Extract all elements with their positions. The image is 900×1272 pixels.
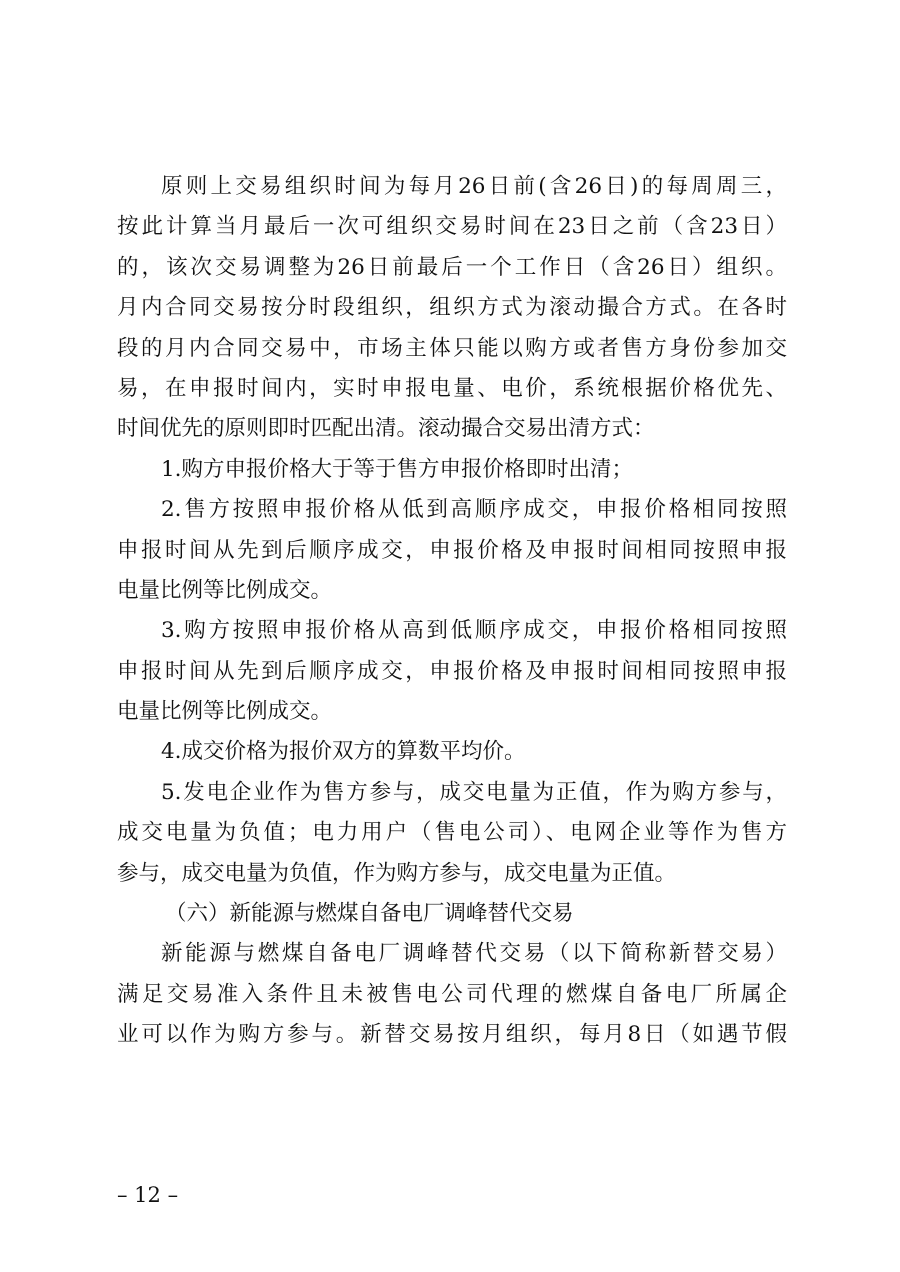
paragraph-line: 按此计算当月最后一次可组织交易时间在23日之前（含23日）: [117, 214, 787, 240]
paragraph-line: 电量比例等比例成交。: [117, 577, 333, 603]
page-number: – 12 –: [117, 1183, 179, 1207]
paragraph-line: 易，在申报时间内，实时申报电量、电价，系统根据价格优先、: [117, 375, 787, 401]
list-item-4: 4.成交价格为报价双方的算数平均价。: [161, 739, 526, 765]
paragraph-line: 参与，成交电量为负值，作为购方参与，成交电量为正值。: [117, 860, 677, 886]
paragraph-line: 段的月内合同交易中，市场主体只能以购方或者售方身份参加交: [117, 335, 787, 361]
list-item-5: 5.发电企业作为售方参与，成交电量为正值，作为购方参与，: [161, 779, 787, 805]
paragraph-line: 申报时间从先到后顺序成交，申报价格及申报时间相同按照申报: [117, 537, 787, 563]
paragraph-line: 业可以作为购方参与。新替交易按月组织，每月8日（如遇节假: [117, 1022, 787, 1048]
paragraph-line: 申报时间从先到后顺序成交，申报价格及申报时间相同按照申报: [117, 658, 787, 684]
paragraph-line: 新能源与燃煤自备电厂调峰替代交易（以下简称新替交易）: [161, 941, 787, 967]
section-heading: （六）新能源与燃煤自备电厂调峰替代交易: [165, 901, 574, 927]
list-item-1: 1.购方申报价格大于等于售方申报价格即时出清；: [161, 456, 634, 482]
paragraph-line: 成交电量为负值；电力用户（售电公司）、电网企业等作为售方: [117, 820, 787, 846]
paragraph-line: 原则上交易组织时间为每月26日前(含26日)的每周周三，: [161, 174, 787, 199]
document-body: [117, 167, 787, 1056]
list-item-2: 2.售方按照申报价格从低到高顺序成交，申报价格相同按照: [161, 497, 787, 523]
paragraph-line: 的，该次交易调整为26日前最后一个工作日（含26日）组织。: [117, 254, 787, 280]
paragraph-line: 时间优先的原则即时匹配出清。滚动撮合交易出清方式：: [117, 416, 655, 442]
paragraph-line: 月内合同交易按分时段组织，组织方式为滚动撮合方式。在各时: [117, 295, 787, 321]
paragraph-line: 电量比例等比例成交。: [117, 699, 333, 725]
list-item-3: 3.购方按照申报价格从高到低顺序成交，申报价格相同按照: [161, 618, 787, 644]
paragraph-line: 满足交易准入条件且未被售电公司代理的燃煤自备电厂所属企: [117, 981, 787, 1007]
